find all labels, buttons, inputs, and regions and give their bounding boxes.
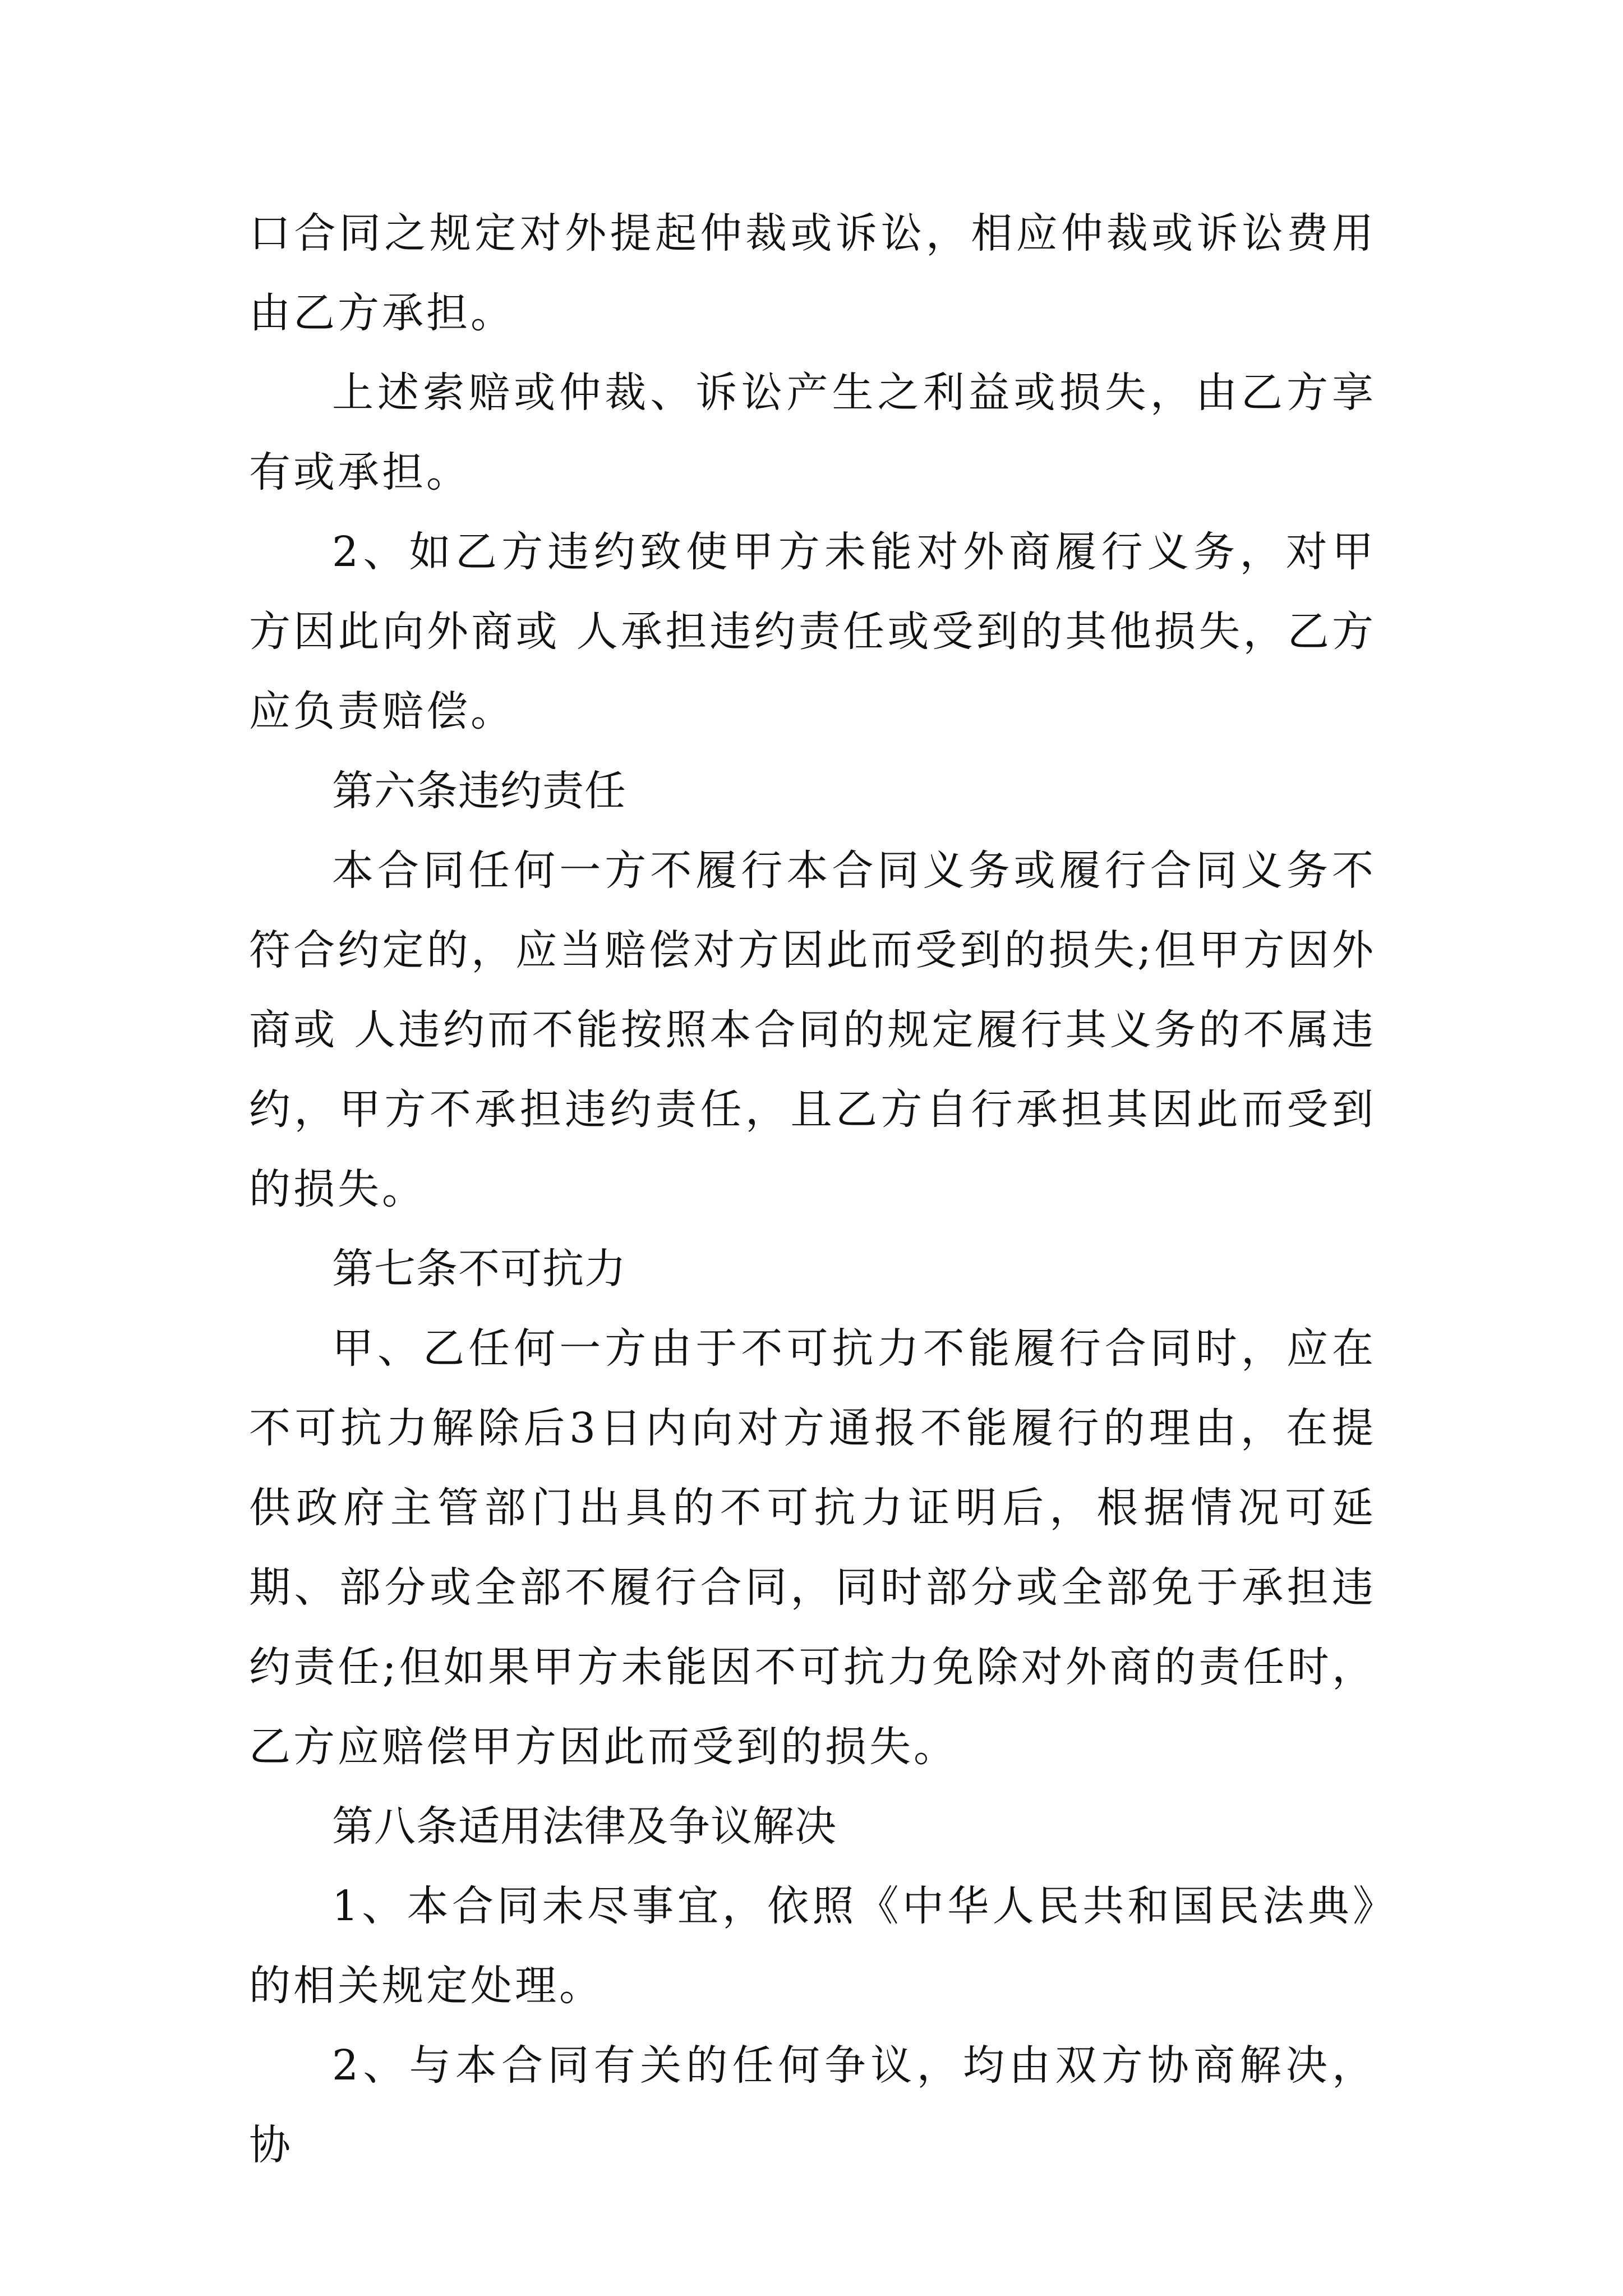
paragraph-continuation: 口合同之规定对外提起仲裁或诉讼，相应仲裁或诉讼费用由乙方承担。 xyxy=(249,209,1376,337)
paragraph: 1、本合同未尽事宜，依照《中华人民共和国民法典》的相关规定处理。 xyxy=(249,1882,1376,2010)
section-heading: 第六条违约责任 xyxy=(332,767,626,815)
section-heading: 第七条不可抗力 xyxy=(332,1245,626,1293)
paragraph: 2、如乙方违约致使甲方未能对外商履行义务，对甲方因此向外商或 人承担违约责任或受到的其他损失，乙方应负责赔偿。 xyxy=(249,528,1376,735)
paragraph: 上述索赔或仲裁、诉讼产生之利益或损失，由乙方享有或承担。 xyxy=(249,369,1376,496)
paragraph: 甲、乙任何一方由于不可抗力不能履行合同时，应在不可抗力解除后3日内向对方通报不能履行的理由，在提供政府主管部门出具的不可抗力证明后，根据情况可延期、部分或全部不履行合同，同时部分或全部免于承担违约责任;但如果甲方未能因不可抗力免除对外商的责任时，乙方应赔偿甲方因此而受到的损失。 xyxy=(249,1324,1376,1771)
paragraph: 2、与本合同有关的任何争议，均由双方协商解决，协 xyxy=(249,2041,1376,2169)
section-heading: 第八条适用法律及争议解决 xyxy=(332,1802,837,1851)
document-body xyxy=(249,194,1376,2185)
paragraph: 本合同任何一方不履行本合同义务或履行合同义务不符合约定的，应当赔偿对方因此而受到的损失;但甲方因外商或 人违约而不能按照本合同的规定履行其义务的不属违约，甲方不承担违约责任，且乙方自行承担其因此而受到的损失。 xyxy=(249,846,1376,1213)
